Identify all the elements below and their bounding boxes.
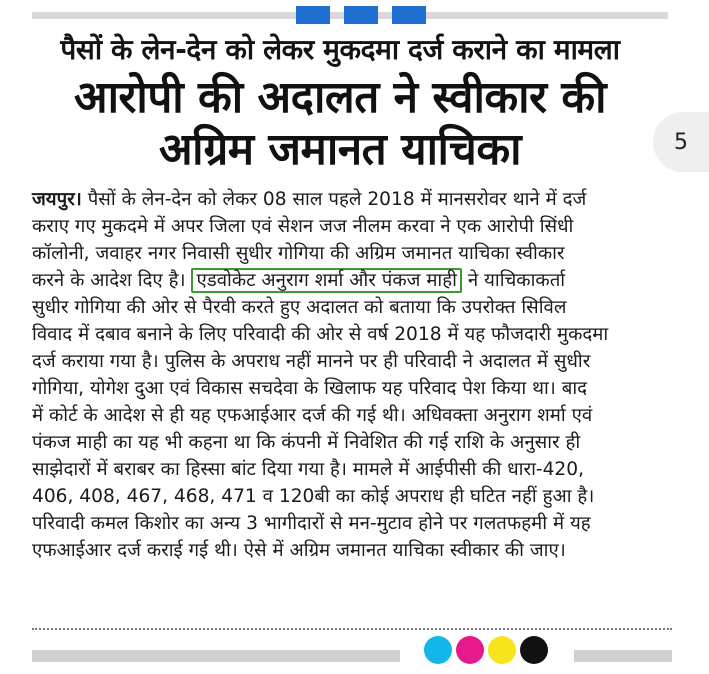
bottom-rule-right <box>574 650 672 662</box>
article-line-9: में कोर्ट के आदेश से ही यह एफआईआर दर्ज की गई थी। अधिवक्ता अनुराग शर्मा एवं <box>32 405 593 426</box>
top-block <box>344 6 378 24</box>
article-body <box>32 186 672 564</box>
magenta-swatch <box>456 636 484 664</box>
article-line-8: गोगिया, योगेश दुआ एवं विकास सचदेवा के खिलाफ यह परिवाद पेश किया था। बाद <box>32 378 588 399</box>
headline-line-2: अग्रिम जमानत याचिका <box>158 124 522 175</box>
bottom-rule-left <box>32 650 400 662</box>
cmyk-registration-marks <box>424 636 548 664</box>
dotted-divider <box>32 628 672 630</box>
kicker: पैसों के लेन-देन को लेकर मुकदमा दर्ज कराने का मामला <box>60 33 620 66</box>
article-text: करने के आदेश दिए है। <box>32 270 186 291</box>
black-swatch <box>520 636 548 664</box>
article-line-6: विवाद में दबाव बनाने के लिए परिवादी की ओर से वर्ष 2018 में यह फौजदारी मुकदमा <box>32 324 609 345</box>
article-line-3: कॉलोनी, जवाहर नगर निवासी सुधीर गोगिया की अग्रिम जमानत याचिका स्वीकार <box>32 243 565 264</box>
article-line-4 <box>32 267 672 294</box>
cyan-swatch <box>424 636 452 664</box>
article-line-5: सुधीर गोगिया की ओर से पैरवी करते हुए अदालत को बताया कि उपरोक्त सिविल <box>32 297 567 318</box>
article-text: पैसों के लेन-देन को लेकर 08 साल पहले 2018 में मानसरोवर थाने में दर्ज <box>87 189 587 210</box>
article-line-14: एफआईआर दर्ज कराई गई थी। ऐसे में अग्रिम जमानत याचिका स्वीकार की जाए। <box>32 540 566 561</box>
article-line-10: पंकज माही का यह भी कहना था कि कंपनी में निवेशित की गई राशि के अनुसार ही <box>32 432 581 453</box>
yellow-swatch <box>488 636 516 664</box>
highlighted-names: एडवोकेट अनुराग शर्मा और पंकज माही <box>191 268 461 293</box>
article-line-11: साझेदारों में बराबर का हिस्सा बांट दिया गया है। मामले में आईपीसी की धारा-420, <box>32 459 584 480</box>
top-block <box>392 6 426 24</box>
top-color-blocks <box>296 6 426 24</box>
article-text: ने याचिकाकर्ता <box>467 270 566 291</box>
article-line-12: 406, 408, 467, 468, 471 व 120बी का कोई अपराध ही घटित नहीं हुआ है। <box>32 486 595 507</box>
top-block <box>296 6 330 24</box>
article-line-7: दर्ज कराया गया है। पुलिस के अपराध नहीं मानने पर ही परिवादी ने अदालत में सुधीर <box>32 351 591 372</box>
article-line-13: परिवादी कमल किशोर का अन्य 3 भागीदारों से मन-मुटाव होने पर गलतफहमी में यह <box>32 513 591 534</box>
article-line-1 <box>32 186 672 213</box>
dateline: जयपुर। <box>32 189 82 210</box>
headline-line-1: आरोपी की अदालत ने स्वीकार की <box>73 72 607 123</box>
headline <box>0 72 680 176</box>
article-line-2: कराए गए मुकदमे में अपर जिला एवं सेशन जज नीलम करवा ने एक आरोपी सिंधी <box>32 216 574 237</box>
page-number: 5 <box>653 112 709 172</box>
